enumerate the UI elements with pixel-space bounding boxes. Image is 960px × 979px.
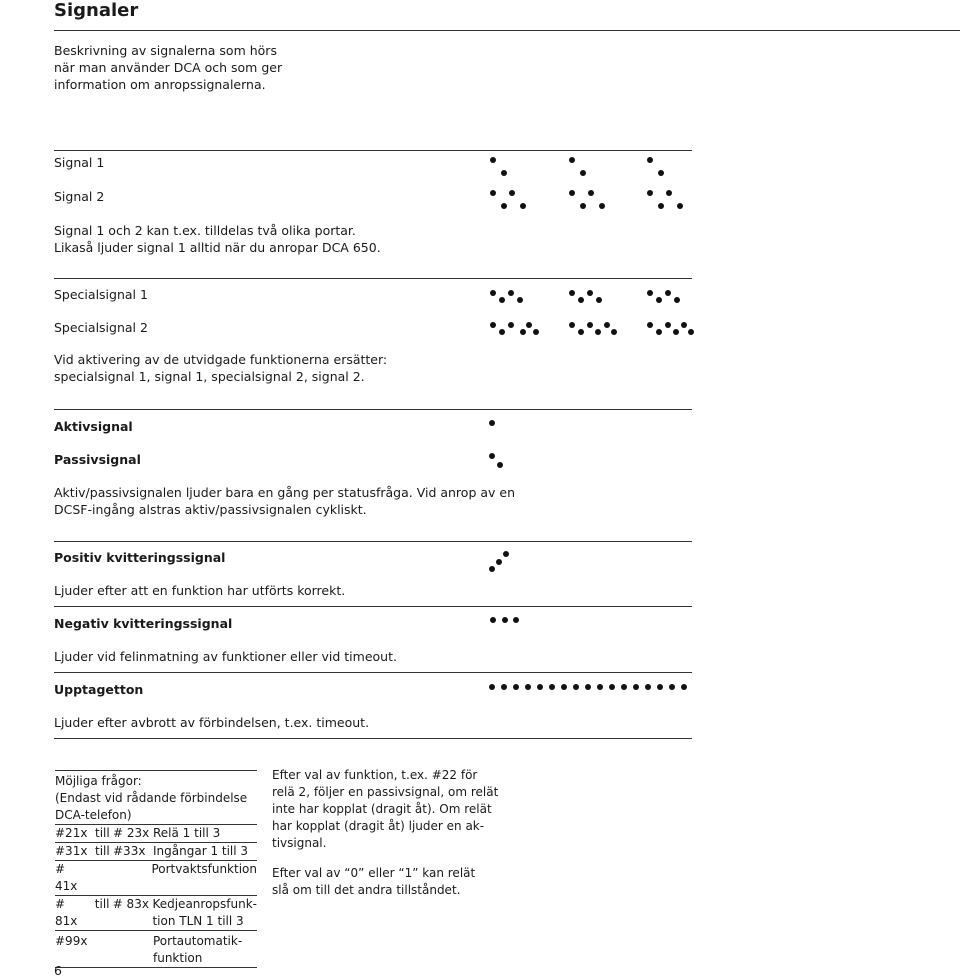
note-line: specialsignal 1, signal 1, specialsignal 2, signal 2. [54, 369, 365, 384]
special1-dots [485, 284, 705, 314]
note-line: Likaså ljuder signal 1 alltid när du anropar DCA 650. [54, 240, 381, 255]
page-title: Signaler [54, 0, 139, 21]
right-line: inte har kopplat (dragit åt). Om relät [272, 802, 492, 816]
query-table [55, 770, 257, 968]
busy-dots [485, 676, 705, 706]
special-note [54, 351, 387, 385]
signal2-label: Signal 2 [54, 189, 105, 204]
range-word: till [94, 897, 110, 911]
section-rule [54, 672, 692, 673]
description [153, 933, 257, 967]
table-row [55, 842, 257, 860]
negative-label: Negativ kvitteringssignal [54, 616, 233, 631]
section-rule [54, 541, 692, 542]
table-row [55, 930, 257, 967]
table-row [55, 895, 257, 930]
right-line: Efter val av “0” eller “1” kan relät [272, 866, 476, 880]
negative-dots [485, 609, 705, 639]
note-line: DCSF-ingång alstras aktiv/passivsignalen cykliskt. [54, 502, 367, 517]
section-rule [54, 409, 692, 410]
signal2-dots [485, 185, 705, 215]
active-dots [485, 412, 705, 442]
busy-label: Upptagetton [54, 682, 144, 697]
right-line: Efter val av funktion, t.ex. #22 för [272, 768, 478, 782]
description-line: Portautomatik- [153, 934, 243, 948]
active-note [54, 484, 515, 518]
right-line: relä 2, följer en passivsignal, om relät [272, 785, 499, 799]
intro-line: när man använder DCA och som ger [54, 60, 283, 75]
code-end [112, 861, 151, 895]
right-text-2 [272, 865, 475, 899]
intro-line: information om anropssignalerna. [54, 77, 266, 92]
description-line: funktion [153, 951, 203, 965]
description [152, 896, 257, 930]
description: Portvaktsfunktion [151, 862, 257, 876]
range-word [95, 933, 113, 967]
heading-line: (Endast vid rådande förbindelse [55, 791, 248, 805]
code-start: #21x [55, 826, 88, 840]
section-rule [54, 606, 692, 607]
negative-note: Ljuder vid felinmatning av funktioner eller vid timeout. [54, 649, 397, 664]
intro-line: Beskrivning av signalerna som hörs [54, 43, 277, 58]
range-word [94, 861, 112, 895]
note-line: Vid aktivering av de utvidgade funktionerna ersätter: [54, 352, 388, 367]
positive-note: Ljuder efter att en funktion har utförts korrekt. [54, 583, 346, 598]
code-start: # 81x [55, 897, 78, 928]
passive-dots [485, 448, 705, 478]
section-rule [54, 278, 692, 279]
positive-label: Positiv kvitteringssignal [54, 550, 226, 565]
right-line: slå om till det andra tillståndet. [272, 883, 461, 897]
code-start: # 41x [55, 862, 78, 893]
description-line: Kedjeanropsfunk- [152, 897, 257, 911]
description: Ingångar 1 till 3 [153, 844, 249, 858]
right-line: har kopplat (dragit åt) ljuder en ak- [272, 819, 485, 833]
code-end: #33x [113, 844, 146, 858]
header-rule [54, 30, 960, 31]
code-start: #31x [55, 844, 88, 858]
range-word: till [95, 826, 110, 840]
description: Relä 1 till 3 [153, 826, 221, 840]
code-end [113, 933, 153, 967]
page-number: 6 [54, 963, 62, 978]
code-end: # 23x [113, 826, 150, 840]
code-start: #99x [55, 934, 88, 948]
passive-label: Passivsignal [54, 452, 141, 467]
intro-text [54, 42, 282, 93]
heading-line: Möjliga frågor: [55, 774, 142, 788]
note-line: Aktiv/passivsignalen ljuder bara en gång per statusfråga. Vid anrop av en [54, 485, 515, 500]
table-heading [55, 770, 257, 824]
busy-note: Ljuder efter avbrott av förbindelsen, t.ex. timeout. [54, 715, 370, 730]
right-text [272, 767, 498, 852]
note-line: Signal 1 och 2 kan t.ex. tilldelas två olika portar. [54, 223, 356, 238]
table-row [55, 860, 257, 895]
description-line: tion TLN 1 till 3 [152, 914, 244, 928]
section-rule [54, 738, 692, 739]
signal-note [54, 222, 381, 256]
code-end: # 83x [112, 897, 149, 911]
heading-line: DCA-telefon) [55, 808, 132, 822]
table-end-rule [55, 967, 257, 968]
signal1-label: Signal 1 [54, 155, 105, 170]
positive-dots [485, 546, 705, 576]
active-label: Aktivsignal [54, 419, 133, 434]
signal1-dots [485, 152, 705, 182]
special2-label: Specialsignal 2 [54, 320, 148, 335]
special2-dots [485, 316, 705, 346]
table-row [55, 824, 257, 842]
special1-label: Specialsignal 1 [54, 287, 148, 302]
section-rule [54, 150, 692, 151]
range-word: till [95, 844, 110, 858]
right-line: tivsignal. [272, 836, 327, 850]
